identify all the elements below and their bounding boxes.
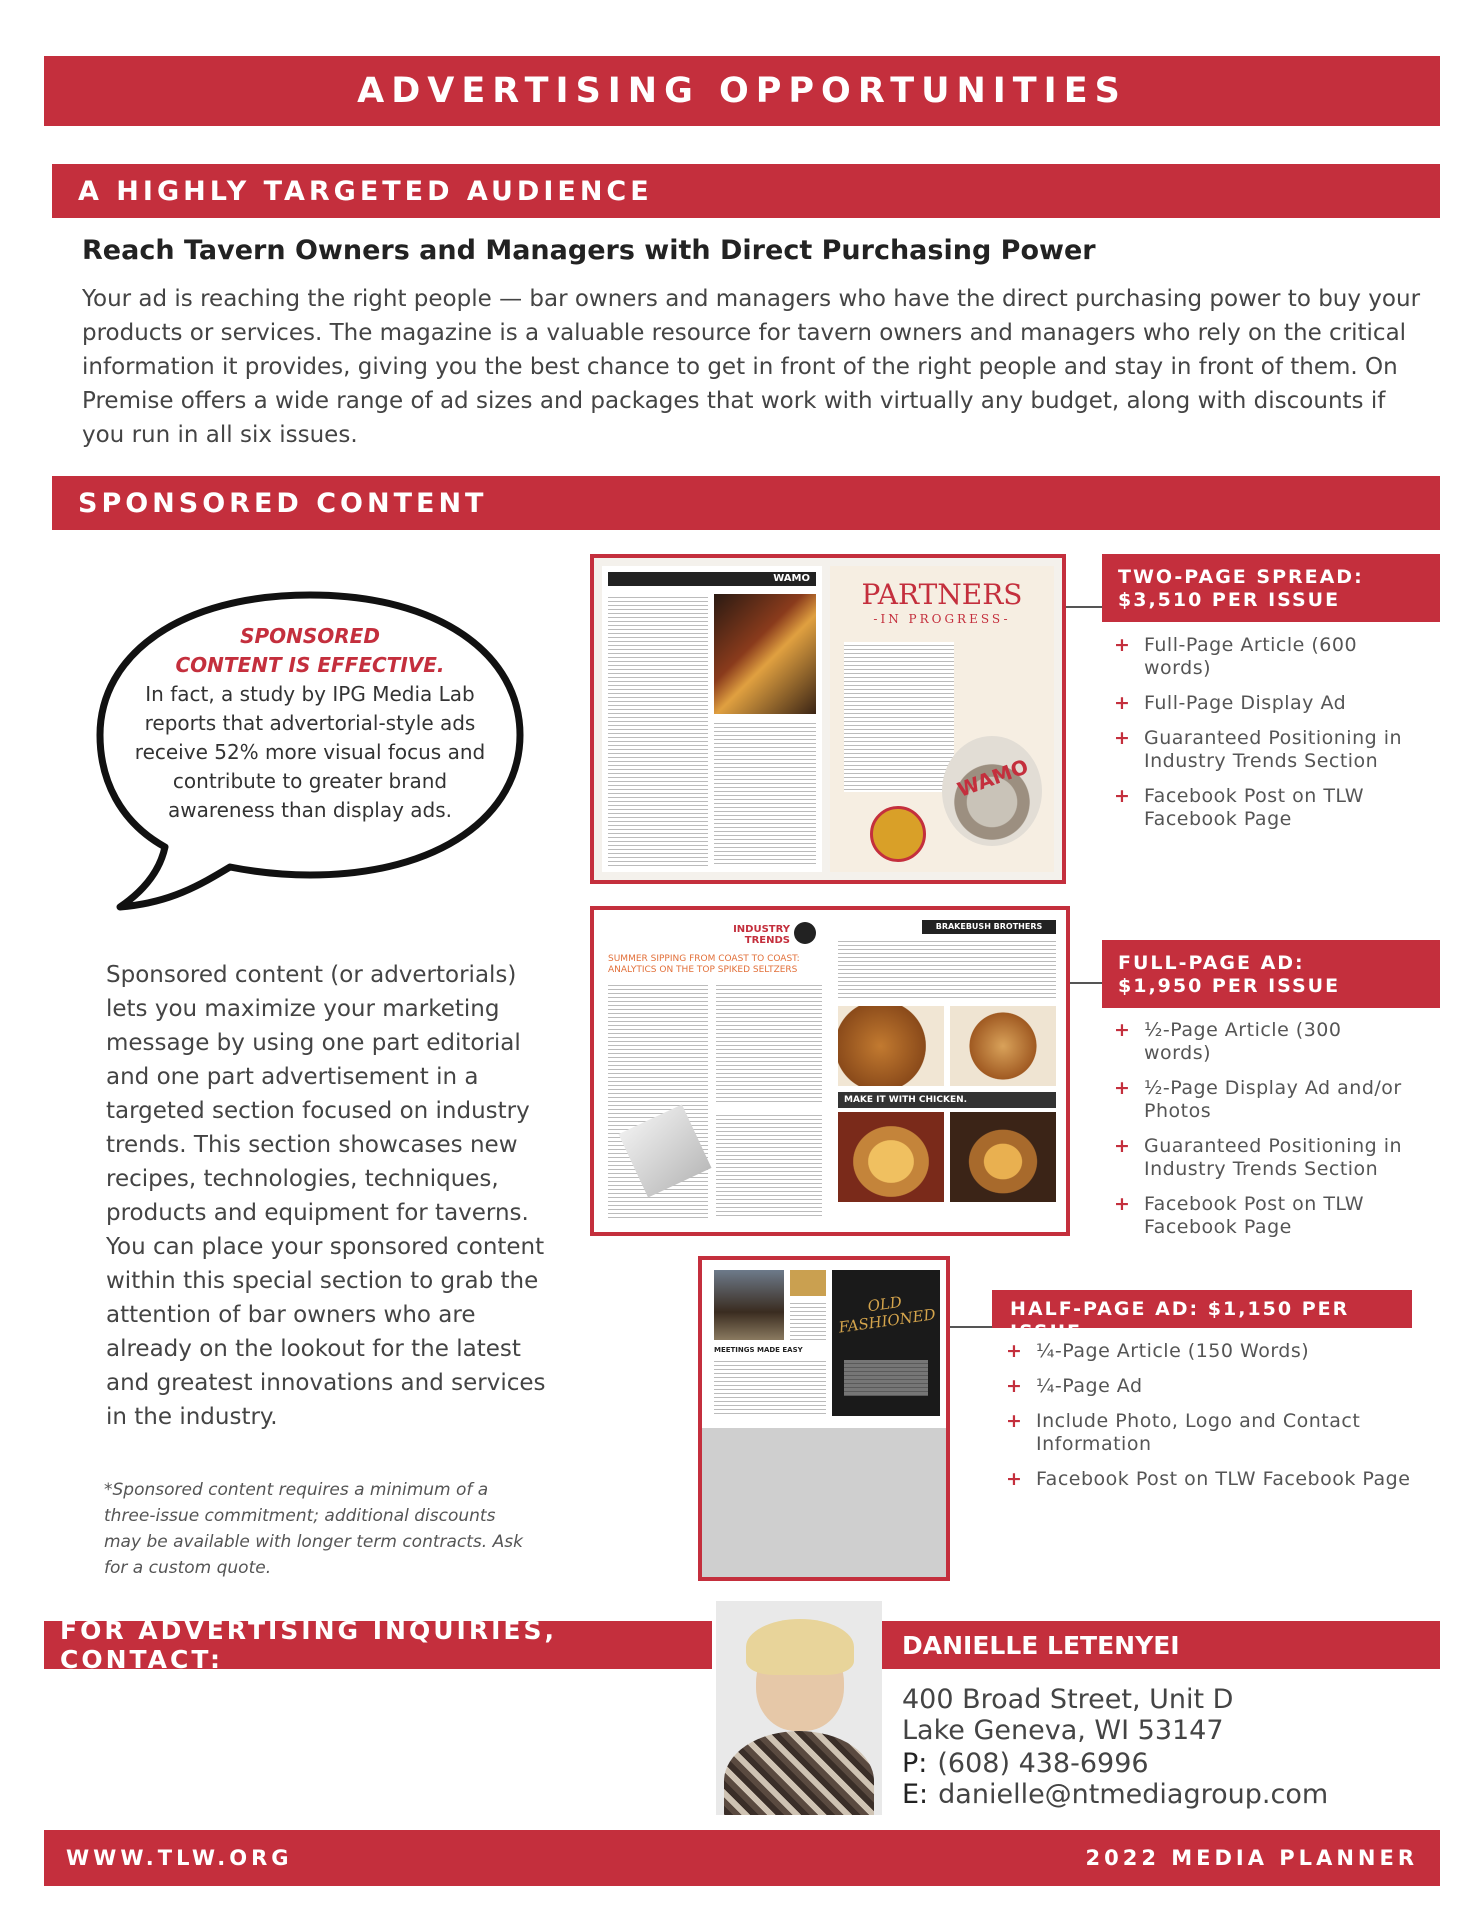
- sponsored-section-heading: [52, 476, 1440, 530]
- feature-item: + ¼-Page Ad: [1006, 1375, 1143, 1397]
- tavern-league-badge: [870, 806, 926, 862]
- brakebush-ad-slogan: MAKE IT WITH CHICKEN.: [838, 1092, 1056, 1108]
- connector-line: [950, 1326, 992, 1328]
- industry-trends-icon: [794, 922, 816, 944]
- contact-address-line1: 400 Broad Street, Unit D: [902, 1684, 1234, 1715]
- plus-icon: +: [1114, 785, 1131, 807]
- package-price-line1: TWO-PAGE SPREAD:: [1118, 566, 1364, 588]
- sponsored-description: Sponsored content (or advertorials) lets you maximize your marketing message by using one part editorial and one part advertisement in a targeted section focused on industry trends. This section showcases new recipes, technologies, techniques, products and equipment for taverns. You can place your sponsored content within this special section to grab the attention of bar owners who are already on the lookout for the latest and greatest innovations and services in the industry.: [106, 962, 546, 1430]
- package-price-full-page: [1102, 940, 1440, 1008]
- bubble-highlight-1: SPONSORED: [240, 624, 380, 648]
- feature-item: + Full-Page Article (600 words): [1114, 634, 1358, 679]
- contact-heading: [44, 1616, 712, 1674]
- footer-planner: 2022 MEDIA PLANNER: [1085, 1846, 1418, 1870]
- package-price-line1: HALF-PAGE AD: $1,150 PER ISSUE: [1010, 1298, 1350, 1343]
- contact-phone[interactable]: (608) 438-6996: [937, 1748, 1149, 1779]
- feature-item: + ½-Page Display Ad and/or Photos: [1114, 1077, 1402, 1122]
- audience-section-heading: [52, 164, 1440, 218]
- page-footer: [44, 1830, 1440, 1886]
- package-features-two-page: [1114, 634, 1414, 843]
- phone-label: P:: [902, 1748, 928, 1779]
- contact-email-row: [902, 1779, 1328, 1810]
- footer-website[interactable]: WWW.TLW.ORG: [66, 1846, 293, 1870]
- spread-ad-title: PARTNERS: [861, 578, 1023, 611]
- email-label: E:: [902, 1779, 929, 1810]
- plus-icon: +: [1006, 1375, 1023, 1397]
- plus-icon: +: [1114, 727, 1131, 749]
- wamo-logo: WAMO: [954, 754, 1032, 802]
- feature-item: + ½-Page Article (300 words): [1114, 1019, 1342, 1064]
- feature-item: + Guaranteed Positioning in Industry Trends Section: [1114, 1135, 1403, 1180]
- package-price-line2: $3,510 PER ISSUE: [1118, 589, 1341, 611]
- package-features-full-page: [1114, 1019, 1414, 1251]
- package-price-half-page: [992, 1290, 1412, 1343]
- plus-icon: +: [1006, 1410, 1023, 1432]
- page-banner: [44, 56, 1440, 126]
- halfpage-logo: [790, 1270, 826, 1296]
- contact-details: [902, 1748, 1328, 1810]
- contact-photo-hair: [746, 1619, 854, 1675]
- plus-icon: +: [1114, 1193, 1131, 1215]
- feature-item: + Facebook Post on TLW Facebook Page: [1006, 1468, 1411, 1490]
- spread-right-page: [830, 566, 1054, 872]
- sample-half-page: [698, 1256, 950, 1581]
- plus-icon: +: [1114, 634, 1131, 656]
- bubble-text: In fact, a study by IPG Media Lab reports that advertorial-style ads receive 52% more visual focus and contribute to greater brand awareness than display ads.: [134, 682, 486, 822]
- package-price-two-page: [1102, 554, 1440, 622]
- feature-item: + ¼-Page Article (150 Words): [1006, 1340, 1310, 1362]
- feature-item: + Facebook Post on TLW Facebook Page: [1114, 1193, 1365, 1238]
- contact-photo-body: [724, 1731, 874, 1815]
- chicken-sandwich-photo: [838, 1112, 944, 1202]
- contact-address-line2: Lake Geneva, WI 53147: [902, 1715, 1224, 1746]
- audience-body: Your ad is reaching the right people — bar owners and managers who have the direct purchasing power to buy your products or services. The magazine is a valuable resource for tavern owners and managers who rely on the critical information it provides, giving you the best chance to get in front of the right people and stay in front of them. On Premise offers a wide range of ad sizes and packages that work with virtually any budget, along with discounts if you run in all six issues.: [82, 286, 1421, 448]
- contact-name: DANIELLE LETENYEI: [902, 1630, 1180, 1660]
- plus-icon: +: [1006, 1340, 1023, 1362]
- sponsored-heading-text: SPONSORED CONTENT: [78, 487, 488, 519]
- old-fashioned-title: OLD FASHIONED: [837, 1292, 937, 1337]
- spread-ad-subtitle: -IN PROGRESS-: [873, 612, 1011, 626]
- plus-icon: +: [1114, 1077, 1131, 1099]
- feature-item: + Guaranteed Positioning in Industry Trends Section: [1114, 727, 1403, 772]
- sponsored-footnote: *Sponsored content requires a minimum of a three-issue commitment; additional discounts may be available with longer term contracts. Ask for a custom quote.: [104, 1480, 523, 1578]
- old-fashioned-ad: [832, 1270, 940, 1416]
- connector-line: [1066, 606, 1102, 608]
- burger-photo: [950, 1112, 1056, 1202]
- feature-item: + Facebook Post on TLW Facebook Page: [1114, 785, 1365, 830]
- plus-icon: +: [1114, 692, 1131, 714]
- contact-email[interactable]: danielle@ntmediagroup.com: [938, 1779, 1329, 1810]
- contact-heading-text: FOR ADVERTISING INQUIRIES, CONTACT:: [60, 1616, 557, 1674]
- meeting-room-photo: [714, 1270, 784, 1340]
- halfpage-content: [710, 1268, 942, 1420]
- industry-trends-label: INDUSTRY TRENDS: [733, 924, 790, 946]
- jukebox-photo: [714, 594, 816, 714]
- sample-full-page: [590, 906, 1070, 1236]
- contact-name-bar: [880, 1621, 1440, 1669]
- sample-two-page-spread: [590, 554, 1066, 884]
- spread-left-page: [602, 566, 822, 872]
- connector-line: [1070, 982, 1102, 984]
- feature-item: + Include Photo, Logo and Contact Information: [1006, 1410, 1361, 1455]
- plus-icon: +: [1006, 1468, 1023, 1490]
- bubble-highlight-2: CONTENT IS EFFECTIVE.: [175, 653, 445, 677]
- fullpage-left-page: [600, 916, 830, 1226]
- spread-header: WAMO: [608, 572, 816, 586]
- audience-subheading: Reach Tavern Owners and Managers with Direct Purchasing Power: [82, 235, 1096, 266]
- plus-icon: +: [1114, 1019, 1131, 1041]
- brakebush-header: BRAKEBUSH BROTHERS: [922, 920, 1056, 934]
- halfpage-article-title: MEETINGS MADE EASY: [714, 1346, 803, 1354]
- package-price-line1: FULL-PAGE AD:: [1118, 952, 1305, 974]
- fullpage-article-title: SUMMER SIPPING FROM COAST TO COAST: ANALYTICS ON THE TOP SPIKED SELTZERS: [608, 954, 800, 975]
- chicken-wings-photo: [838, 1006, 944, 1086]
- contact-photo: [716, 1601, 882, 1815]
- contact-address: [902, 1684, 1233, 1746]
- halfpage-placeholder: [702, 1428, 946, 1577]
- speech-bubble: [130, 622, 490, 825]
- package-price-line2: $1,950 PER ISSUE: [1118, 975, 1341, 997]
- plus-icon: +: [1114, 1135, 1131, 1157]
- feature-item: + Full-Page Display Ad: [1114, 692, 1347, 714]
- audience-heading-text: A HIGHLY TARGETED AUDIENCE: [78, 175, 653, 207]
- chicken-strips-photo: [950, 1006, 1056, 1086]
- package-features-half-page: [1006, 1340, 1426, 1503]
- fullpage-right-page: [834, 916, 1060, 1226]
- contact-phone-row: [902, 1748, 1328, 1779]
- banner-title: ADVERTISING OPPORTUNITIES: [357, 71, 1127, 111]
